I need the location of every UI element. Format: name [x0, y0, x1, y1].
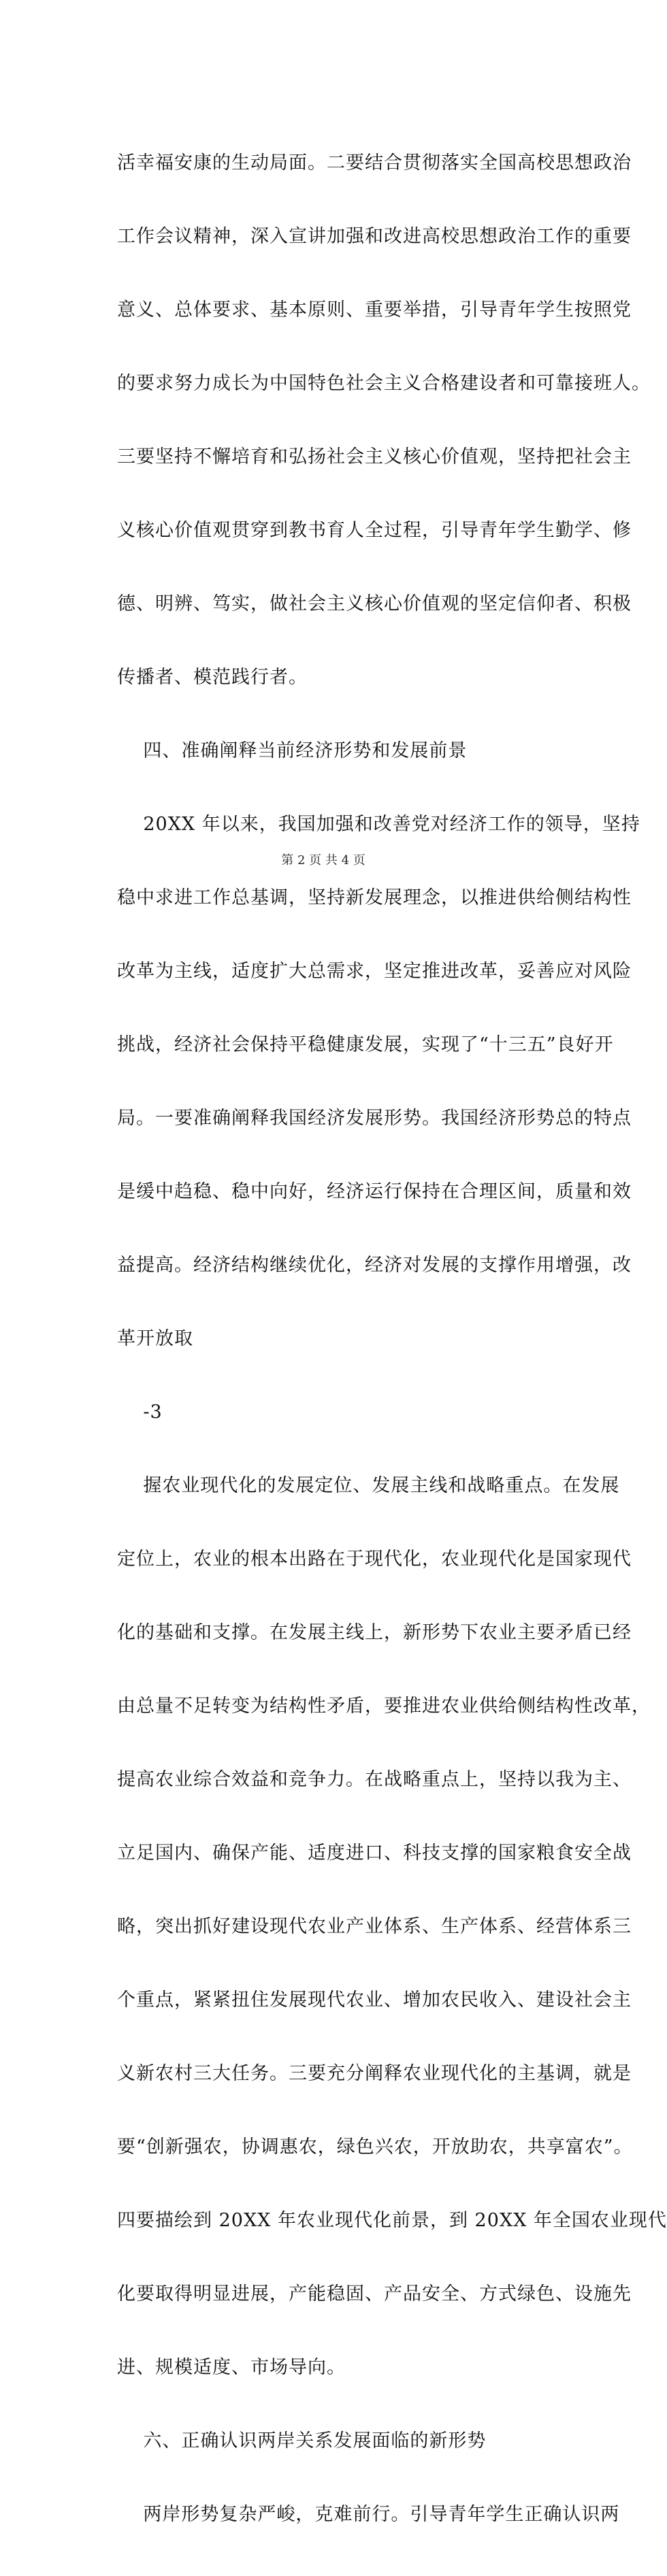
text-line: 活幸福安康的生动局面。二要结合贯彻落实全国高校思想政治	[117, 152, 632, 174]
text-line: 革开放取	[117, 1328, 193, 1349]
text-line: 略，突出抓好建设现代农业产业体系、生产体系、经营体系三	[117, 1916, 632, 1937]
text-line: 局。一要准确阐释我国经济发展形势。我国经济形势总的特点	[117, 1108, 632, 1129]
text-line: 改革为主线，适度扩大总需求，坚定推进改革，妥善应对风险	[117, 961, 632, 982]
text-line: 要“创新强农，协调惠农，绿色兴农，开放助农，共享富农”。	[117, 2136, 633, 2158]
text-line: 进、规模适度、市场导向。	[117, 2357, 346, 2378]
text-line: 两岸形势复杂严峻，克难前行。引导青年学生正确认识两	[117, 2504, 620, 2525]
text-line: 20XX 年以来，我国加强和改善党对经济工作的领导，坚持	[117, 814, 640, 835]
text-line: 德、明辨、笃实，做社会主义核心价值观的坚定信仰者、积极	[117, 593, 632, 614]
text-line: 个重点，紧紧扭住发展现代农业、增加农民收入、建设社会主	[117, 1989, 632, 2011]
text-line: 化要取得明显进展，产能稳固、产品安全、方式绿色、设施先	[117, 2283, 632, 2305]
text-line: 化的基础和支撑。在发展主线上，新形势下农业主要矛盾已经	[117, 1622, 632, 1643]
text-line: 稳中求进工作总基调，坚持新发展理念，以推进供给侧结构性	[117, 887, 632, 908]
body-text	[117, 102, 667, 2576]
text-line: 立足国内、确保产能、适度进口、科技支撑的国家粮食安全战	[117, 1843, 632, 1864]
text-line: 工作会议精神，深入宣讲加强和改进高校思想政治工作的重要	[117, 226, 632, 247]
text-line: 是缓中趋稳、稳中向好，经济运行保持在合理区间，质量和效	[117, 1181, 632, 1202]
page-marker: -3	[117, 1402, 163, 1423]
text-line: 传播者、模范践行者。	[117, 667, 308, 688]
text-line: 由总量不足转变为结构性矛盾，要推进农业供给侧结构性改革，	[117, 1696, 651, 1717]
text-line: 挑战，经济社会保持平稳健康发展，实现了“十三五”良好开	[117, 1034, 614, 1055]
text-line: 四要描绘到 20XX 年农业现代化前景，到 20XX 年全国农业现代	[117, 2210, 667, 2231]
section-heading: 四、准确阐释当前经济形势和发展前景	[117, 740, 468, 761]
text-line: 义新农村三大任务。三要充分阐释农业现代化的主基调，就是	[117, 2063, 632, 2084]
text-line: 定位上，农业的根本出路在于现代化，农业现代化是国家现代	[117, 1549, 632, 1570]
page-footer: 第 2 页 共 4 页	[281, 853, 365, 868]
text-line: 义核心价值观贯穿到教书育人全过程，引导青年学生勤学、修	[117, 520, 632, 541]
text-line: 三要坚持不懈培育和弘扬社会主义核心价值观，坚持把社会主	[117, 446, 632, 467]
section-heading: 六、正确认识两岸关系发展面临的新形势	[117, 2430, 487, 2451]
text-line: 益提高。经济结构继续优化，经济对发展的支撑作用增强，改	[117, 1255, 632, 1276]
text-line: 握农业现代化的发展定位、发展主线和战略重点。在发展	[117, 1475, 620, 1496]
text-line: 的要求努力成长为中国特色社会主义合格建设者和可靠接班人。	[117, 373, 651, 394]
text-line: 意义、总体要求、基本原则、重要举措，引导青年学生按照党	[117, 299, 632, 320]
text-line: 提高农业综合效益和竞争力。在战略重点上，坚持以我为主、	[117, 1769, 632, 1790]
